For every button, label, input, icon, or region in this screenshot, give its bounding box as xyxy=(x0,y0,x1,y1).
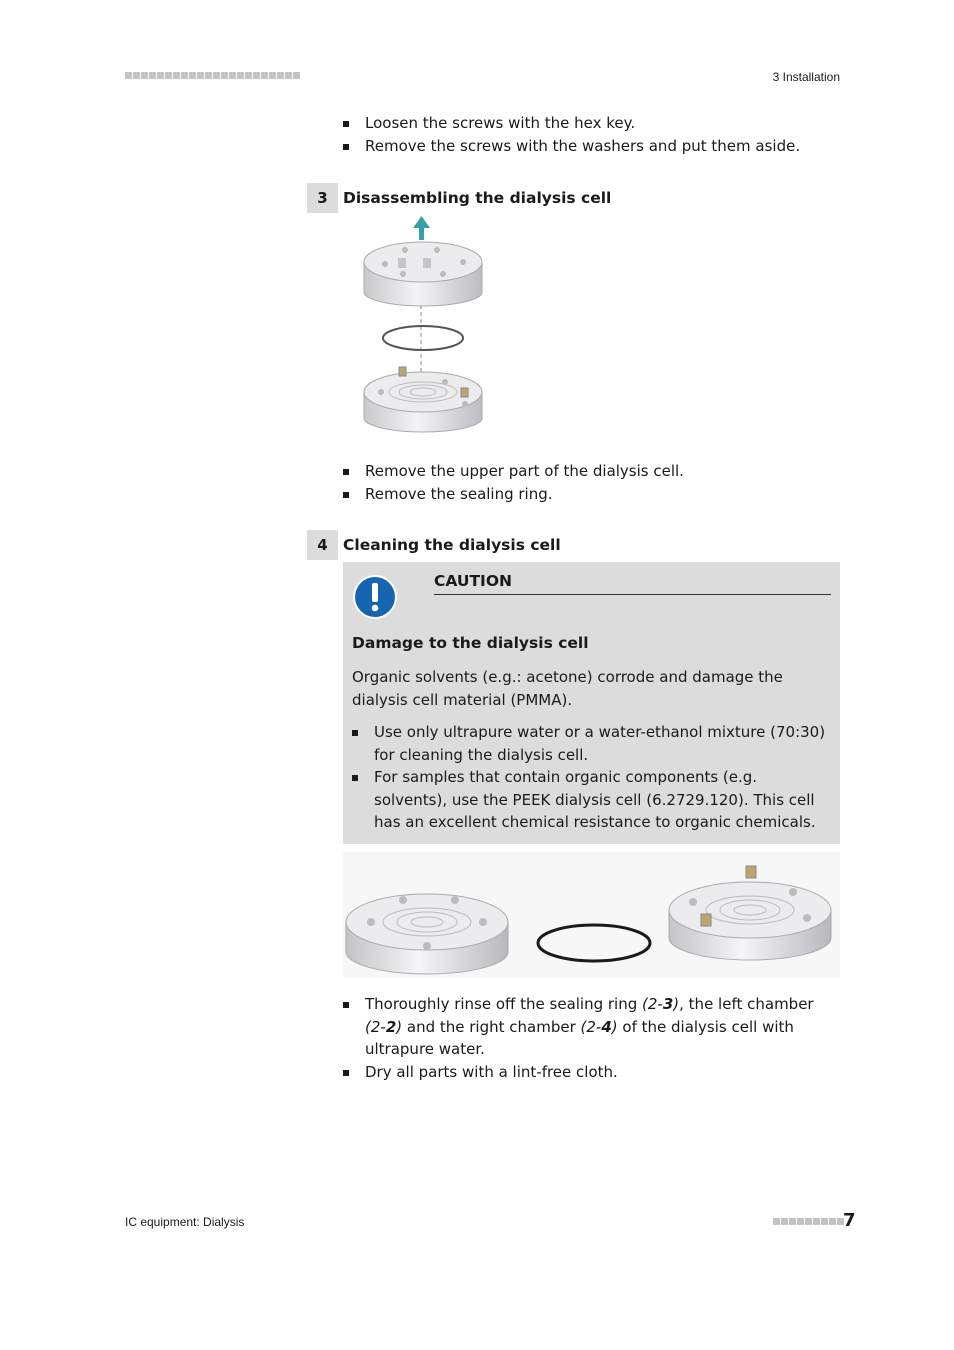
step3-bullet-list xyxy=(343,460,833,505)
list-item: Remove the screws with the washers and put them aside. xyxy=(343,135,833,158)
page-number: 7 xyxy=(843,1210,856,1231)
header-decoration xyxy=(125,72,300,80)
caution-title: Damage to the dialysis cell xyxy=(352,634,589,652)
footer-decoration xyxy=(773,1218,844,1225)
list-item: For samples that contain organic components (e.g. solvents), use the PEEK dialysis cell (6.2729.120). This cell has an excellent chemical resistance to organic chemicals. xyxy=(352,766,832,834)
caution-bullet-list xyxy=(352,721,832,834)
caution-text: Organic solvents (e.g.: acetone) corrode and damage the dialysis cell material (PMMA). xyxy=(352,668,783,709)
divider xyxy=(434,594,831,595)
list-item: Dry all parts with a lint-free cloth. xyxy=(343,1061,833,1084)
caution-signal-word: CAUTION xyxy=(434,572,512,590)
list-item: Remove the upper part of the dialysis cell. xyxy=(343,460,833,483)
list-item: Use only ultrapure water or a water-ethanol mixture (70:30) for cleaning the dialysis cell. xyxy=(352,721,832,766)
step-number: 4 xyxy=(307,530,338,560)
dialysis-cell-parts-illustration xyxy=(343,852,840,978)
step-title: Disassembling the dialysis cell xyxy=(343,189,612,207)
exclamation-icon xyxy=(352,574,398,620)
list-item: Loosen the screws with the hex key. xyxy=(343,112,833,135)
footer-document-title: IC equipment: Dialysis xyxy=(125,1215,245,1229)
step4-bullet-list xyxy=(343,993,833,1083)
dialysis-cell-exploded-illustration xyxy=(355,212,495,434)
caution-box xyxy=(343,562,840,844)
step-number: 3 xyxy=(307,183,338,213)
intro-bullet-list xyxy=(343,112,833,157)
list-item: Remove the sealing ring. xyxy=(343,483,833,506)
header-section-title: 3 Installation xyxy=(772,70,840,84)
step-title: Cleaning the dialysis cell xyxy=(343,536,561,554)
list-item: Thoroughly rinse off the sealing ring (2-3), the left chamber (2-2) and the right chamber (2-4) of the dialysis cell with ultrapure water. xyxy=(343,993,833,1061)
